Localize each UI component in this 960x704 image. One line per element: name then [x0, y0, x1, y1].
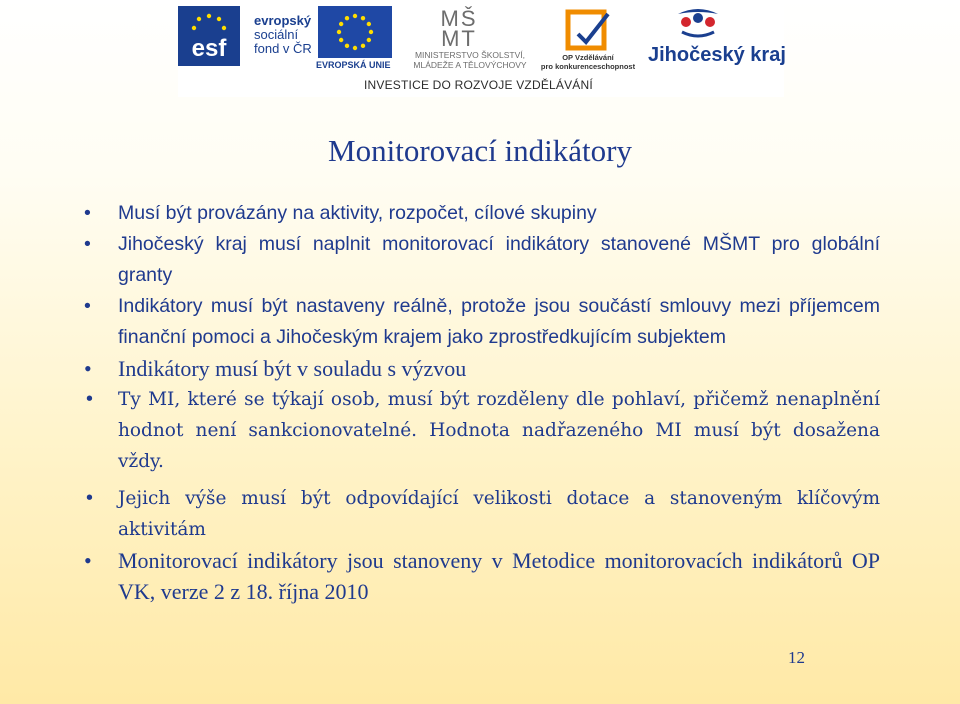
slide-title: Monitorovací indikátory — [328, 133, 632, 168]
eu-star-icon — [353, 14, 357, 18]
eu-star-icon — [361, 16, 365, 20]
list-item: • Ty MI, které se týkají osob, musí být rozděleny dle pohlaví, přičemž nenaplnění hodnot není sankcionovatelné. Hodnota nadřazeného MI musí být dosažena vždy. — [78, 384, 880, 477]
eu-star-icon — [345, 44, 349, 48]
esf-caption: evropský sociální fond v ČR — [254, 13, 312, 56]
list-item: • Monitorovací indikátory jsou stanoveny v Metodice monitorovacích indikátorů OP VK, verze 2 z 18. října 2010 — [78, 545, 880, 607]
eu-star-icon — [367, 22, 371, 26]
msmt-logo — [428, 4, 490, 48]
eu-star-icon — [339, 38, 343, 42]
svg-text:MŠ: MŠ — [440, 6, 478, 31]
eu-flag-icon — [318, 6, 392, 58]
eu-star-icon — [337, 30, 341, 34]
eu-star-icon — [345, 16, 349, 20]
jihocesky-kraj-caption: Jihočeský kraj — [648, 44, 786, 66]
list-item: • Indikátory musí být nastaveny reálně, protože jsou součástí smlouvy mezi příjemcem finanční pomoci a Jihočeským krajem jako zprostředkujícím subjektem — [78, 291, 880, 353]
jihocesky-kraj-logo — [668, 6, 728, 40]
op-vk-logo — [560, 8, 614, 54]
op-vk-caption: OP Vzdělávání pro konkurenceschopnost — [540, 53, 636, 71]
list-item: • Jihočeský kraj musí naplnit monitorovací indikátory stanovené MŠMT pro globální granty — [78, 229, 880, 291]
eu-star-icon — [339, 22, 343, 26]
esf-logo — [178, 6, 240, 66]
bullet-list — [78, 198, 880, 607]
svg-text:esf: esf — [191, 35, 227, 62]
msmt-caption: MINISTERSTVO ŠKOLSTVÍ, MLÁDEŽE A TĚLOVÝCHOVY — [413, 50, 527, 70]
investice-caption: INVESTICE DO ROZVOJE VZDĚLÁVÁNÍ — [364, 78, 593, 92]
eu-star-icon — [353, 46, 357, 50]
list-item: • Musí být provázány na aktivity, rozpočet, cílové skupiny — [78, 198, 880, 229]
logo-banner — [178, 0, 784, 97]
eu-star-icon — [361, 44, 365, 48]
list-item: • Jejich výše musí být odpovídající velikosti dotace a stanoveným klíčovým aktivitám — [78, 483, 880, 545]
page-number: 12 — [788, 648, 805, 667]
eu-star-icon — [367, 38, 371, 42]
list-item: • Indikátory musí být v souladu s výzvou — [78, 353, 880, 384]
svg-text:MT: MT — [441, 26, 477, 48]
eu-caption: EVROPSKÁ UNIE — [316, 60, 391, 70]
eu-star-icon — [369, 30, 373, 34]
